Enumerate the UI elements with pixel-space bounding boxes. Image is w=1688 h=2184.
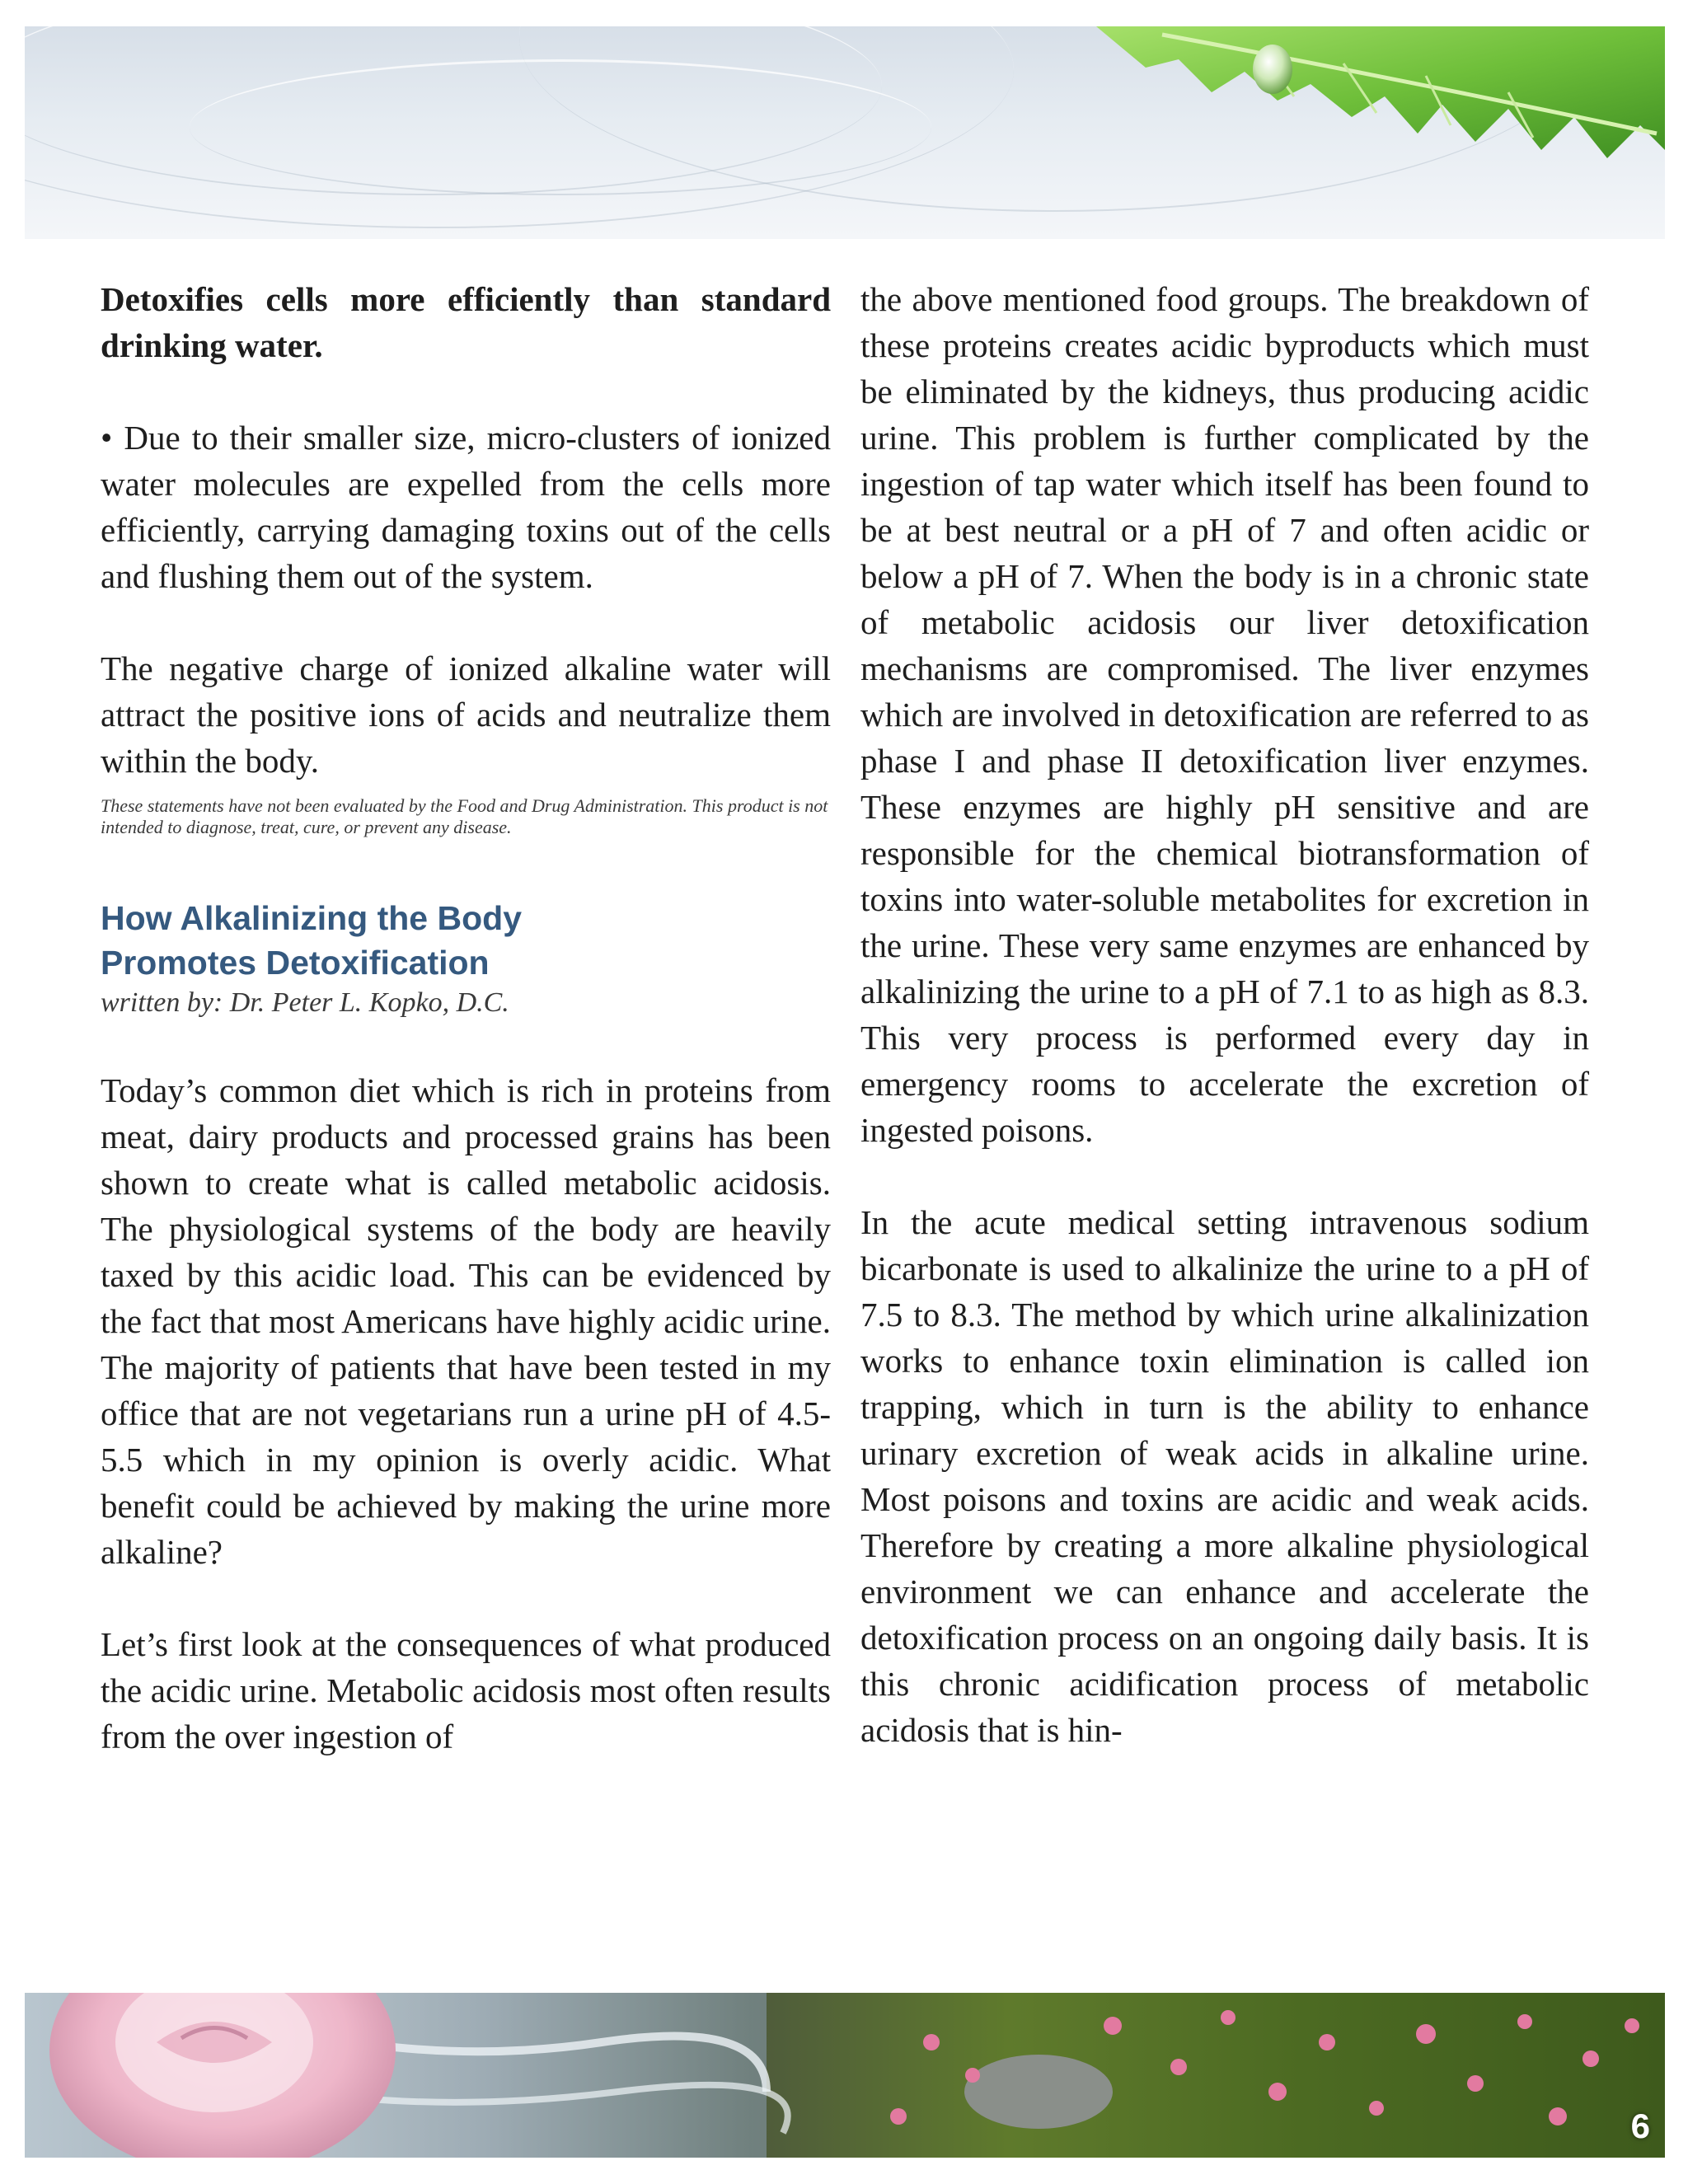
- nature-illustration: [25, 1993, 1665, 2158]
- charge-paragraph: The negative charge of ionized alkaline water will attract the positive ions of acids and neutralize them within the body.: [101, 649, 831, 780]
- rose-flower: [49, 1993, 396, 2158]
- bottom-banner: [25, 1993, 1665, 2158]
- top-banner: [25, 26, 1665, 239]
- diet-paragraph: Today’s common diet which is rich in proteins from meat, dairy products and processed grains has been shown to create what is called metabolic acidosis. The physiological systems of the body are heavily taxed by this acidic load. This can be evidenced by the fact that most Americans have highly acidic urine. The majority of patients that have been tested in my office that are not vegetarians run a urine pH of 4.5-5.5 which in my opinion is overly acidic. What benefit could be achieved by making the urine more alkaline?: [101, 1071, 831, 1571]
- river-stone: [964, 2055, 1113, 2129]
- page-number: 6: [1630, 2107, 1650, 2145]
- section-heading-line-2: Promotes Detoxification: [101, 944, 490, 982]
- lead-statement: Detoxifies cells more efficiently than standard drinking water.: [101, 280, 831, 364]
- acute-setting-paragraph: In the acute medical setting intravenous sodium bicarbonate is used to alkalinize the urine to a pH of 7.5 to 8.3. The method by which urine alkalinization works to enhance toxin elimination is called ion trapping, which in turn is the ability to enhance urinary excretion of weak acids in alkaline urine. Most poisons and toxins are acidic and weak acids. Therefore by creating a more alkaline physiological environment we can enhance and accelerate the detoxification process on an ongoing daily basis. It is this chronic acidification process of metabolic acidosis that is hin-: [860, 1203, 1589, 1749]
- continued-paragraph: the above mentioned food groups. The breakdown of these proteins creates acidic byproducts which must be eliminated by the kidneys, thus producing acidic urine. This problem is further complicated by the ingestion of tap water which itself has been found to be at best neutral or a pH of 7 and often acidic or below a pH of 7. When the body is in a chronic state of metabolic acidosis our liver detoxification mechanisms are compromised. The liver enzymes which are involved in detoxification are referred to as phase I and phase II detoxification liver enzymes. These enzymes are highly pH sensitive and are responsible for the chemical biotransformation of toxins into water-soluble metabolites for excretion in the urine. These very same enzymes are enhanced by alkalinizing the urine to a pH of 7.1 to as high as 8.3. This very process is performed every day in emergency rooms to accelerate the excretion of ingested poisons.: [860, 280, 1589, 1149]
- leaf-illustration: [25, 26, 1665, 239]
- right-column: [860, 276, 1589, 1753]
- section-heading-line-1: How Alkalinizing the Body: [101, 899, 522, 937]
- consequences-paragraph: Let’s first look at the consequences of what produced the acidic urine. Metabolic acidosis most often results from the over ingestion of: [101, 1625, 831, 1755]
- section-heading: [101, 896, 831, 985]
- green-leaf: [1096, 26, 1665, 158]
- bullet-paragraph: • Due to their smaller size, micro-clusters of ionized water molecules are expelled from the cells more efficiently, carrying damaging toxins out of the cells and flushing them out of the system.: [101, 419, 831, 595]
- fda-disclaimer: These statements have not been evaluated by the Food and Drug Administration. This product is not intended to diagnose, treat, cure, or prevent any disease.: [101, 795, 828, 837]
- left-column: [101, 276, 831, 1760]
- water-droplet: [1253, 45, 1292, 94]
- author-byline: written by: Dr. Peter L. Kopko, D.C.: [101, 987, 509, 1018]
